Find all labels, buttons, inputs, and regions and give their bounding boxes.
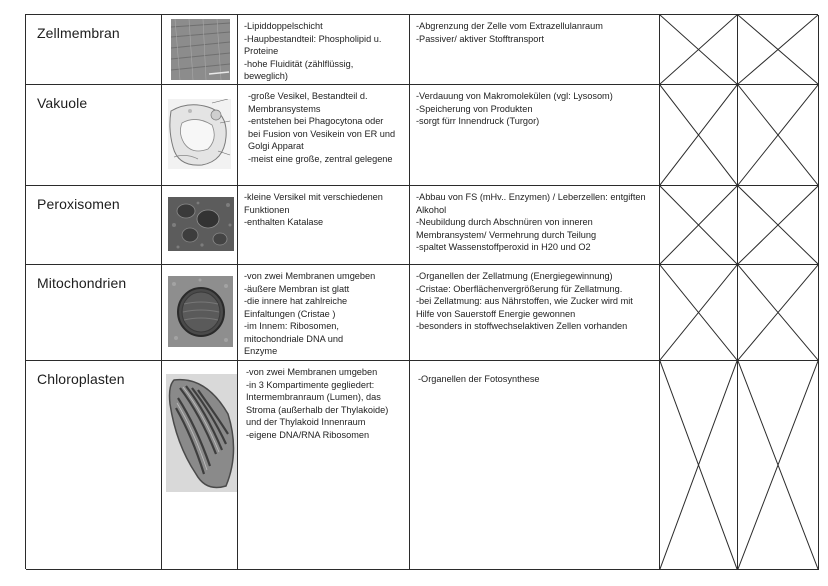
function-line: -Passiver/ aktiver Stofftransport <box>416 33 544 44</box>
function-cell <box>410 265 660 361</box>
structure-cell <box>238 361 410 570</box>
structure-line: -große Vesikel, Bestandteil d. <box>248 91 368 101</box>
structure-line: -Lipiddoppelschicht <box>244 21 323 31</box>
function-line: Alkohol <box>416 204 447 215</box>
organelle-name-peroxisomen: Peroxisomen <box>26 186 162 265</box>
function-line: -Organellen der Zellatmung (Energiegewinnung) <box>416 271 613 281</box>
vacuole-sketch-icon <box>168 99 231 169</box>
function-line: -Speicherung von Produkten <box>416 103 533 114</box>
function-line: -Neubildung durch Abschnüren von inneren <box>416 217 593 227</box>
function-cell <box>410 15 660 85</box>
function-cell <box>410 186 660 265</box>
structure-line: Stroma (außerhalb der Thylakoide) <box>246 404 389 415</box>
peroxisome-micrograph-icon <box>168 197 234 251</box>
structure-line: Enzyme <box>244 346 278 356</box>
crossed-out-cell <box>660 15 738 85</box>
function-line: Membransystem/ Vermehrung durch Teilung <box>416 229 597 240</box>
structure-line: beweglich) <box>244 71 288 81</box>
function-line: Hilfe von Sauerstoff Energie gewonnen <box>416 308 576 319</box>
structure-line: Intermembranraum (Lumen), das <box>246 392 381 402</box>
function-line: -Abgrenzung der Zelle vom Extrazellulanraum <box>416 21 603 31</box>
function-cell <box>410 361 660 570</box>
structure-line: Einfaltungen (Cristae ) <box>244 308 336 319</box>
structure-line: -von zwei Membranen umgeben <box>244 271 376 281</box>
structure-line: -enthalten Katalase <box>244 217 324 227</box>
structure-line: Membransystems <box>248 103 321 114</box>
function-line: -Abbau von FS (mHv.. Enzymen) / Leberzellen: entgiften <box>416 192 646 202</box>
structure-line: und der Thylakoid Innenraum <box>246 417 366 427</box>
function-line: -Organellen der Fotosynthese <box>418 374 540 384</box>
structure-line: -eigene DNA/RNA Ribosomen <box>246 429 370 440</box>
function-line: -spaltet Wassenstoffperoxid in H20 und O2 <box>416 242 591 252</box>
organelle-name-chloroplasten: Chloroplasten <box>26 361 162 570</box>
structure-cell <box>238 85 410 186</box>
mitochondrion-micrograph-icon <box>168 276 233 347</box>
structure-line: -die innere hat zahlreiche <box>244 296 348 306</box>
membrane-micrograph-icon <box>171 19 230 80</box>
structure-cell <box>238 15 410 85</box>
chloroplast-micrograph-icon <box>166 374 238 492</box>
structure-cell <box>238 186 410 265</box>
structure-line: Proteine <box>244 46 279 56</box>
function-line: -bei Zellatmung: aus Nährstoffen, wie Zucker wird mit <box>416 296 633 306</box>
crossed-out-cell <box>660 85 738 186</box>
crossed-out-cell <box>738 186 819 265</box>
function-line: -Verdauung von Makromolekülen (vgl: Lysosom) <box>416 91 613 101</box>
crossed-out-cell <box>738 361 819 570</box>
organelle-table <box>25 14 818 569</box>
structure-line: -kleine Versikel mit verschiedenen <box>244 192 383 202</box>
structure-line: Funktionen <box>244 204 290 215</box>
structure-line: bei Fusion von Vesikein von ER und <box>248 128 396 139</box>
structure-cell <box>238 265 410 361</box>
function-line: -Cristae: Oberflächenvergrößerung für Zellatmung. <box>416 283 623 294</box>
image-cell <box>162 186 238 265</box>
structure-line: -von zwei Membranen umgeben <box>246 367 378 377</box>
structure-line: Golgi Apparat <box>248 141 304 151</box>
image-cell <box>162 85 238 186</box>
crossed-out-cell <box>660 361 738 570</box>
image-cell <box>162 15 238 85</box>
organelle-name-vakuole: Vakuole <box>26 85 162 186</box>
image-cell <box>162 361 238 570</box>
structure-line: mitochondriale DNA und <box>244 333 344 344</box>
crossed-out-cell <box>660 265 738 361</box>
structure-line: -Haupbestandteil: Phospholipid u. <box>244 33 382 44</box>
crossed-out-cell <box>738 265 819 361</box>
function-line: -sorgt fürr Innendruck (Turgor) <box>416 116 540 126</box>
structure-line: -in 3 Kompartimente gegliedert: <box>246 379 375 390</box>
image-cell <box>162 265 238 361</box>
structure-line: -entstehen bei Phagocytona oder <box>248 116 384 126</box>
crossed-out-cell <box>738 15 819 85</box>
function-cell <box>410 85 660 186</box>
function-line: -besonders in stoffwechselaktiven Zellen vorhanden <box>416 321 628 331</box>
structure-line: -hohe Fluidität (zählflüssig, <box>244 58 354 69</box>
structure-line: -im Innem: Ribosomen, <box>244 321 339 331</box>
crossed-out-cell <box>660 186 738 265</box>
organelle-name-zellmembran: Zellmembran <box>26 15 162 85</box>
structure-line: -äußere Membran ist glatt <box>244 283 350 294</box>
organelle-name-mitochondrien: Mitochondrien <box>26 265 162 361</box>
crossed-out-cell <box>738 85 819 186</box>
structure-line: -meist eine große, zentral gelegene <box>248 153 393 164</box>
